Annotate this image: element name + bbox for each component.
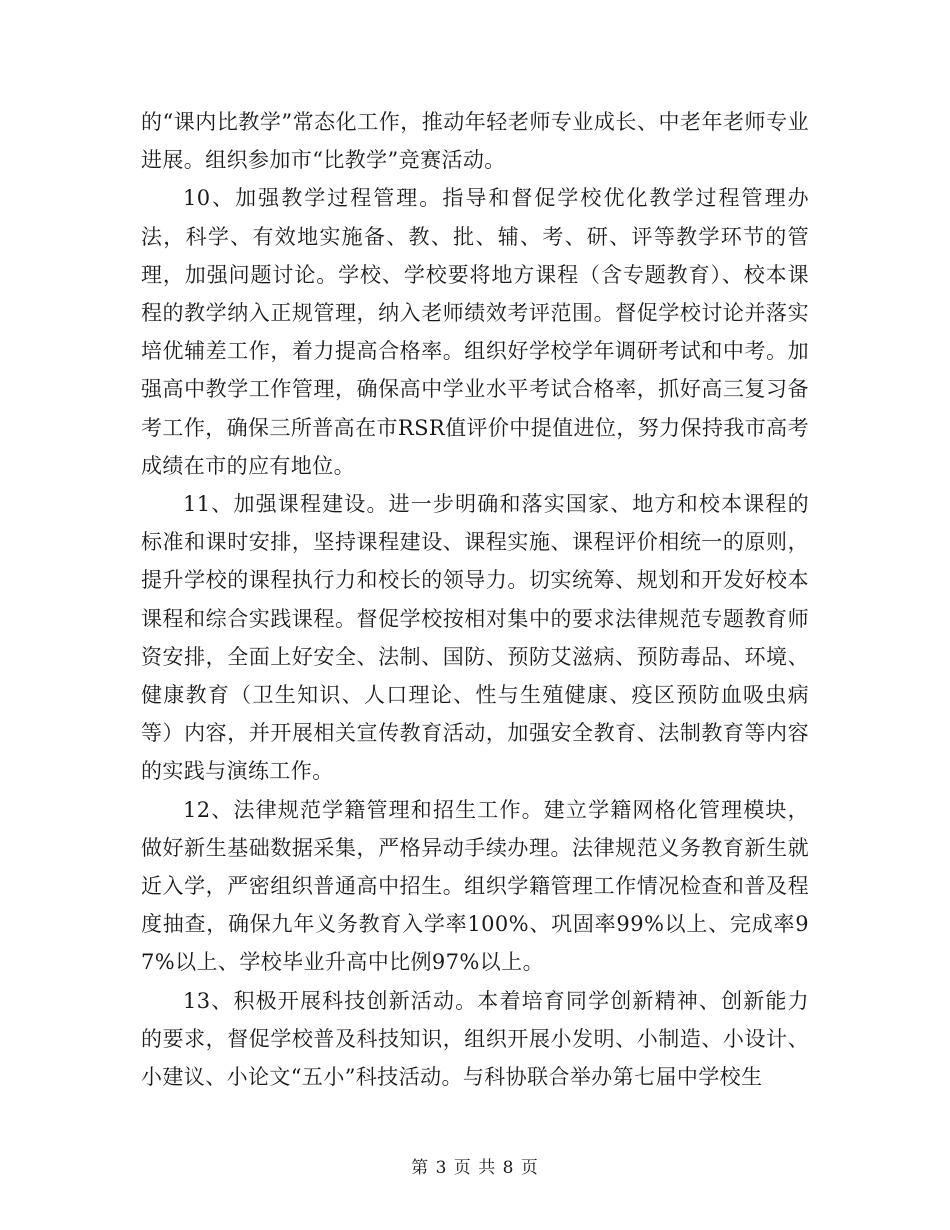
paragraph-item-12: 12、法律规范学籍管理和招生工作。建立学籍网格化管理模块，做好新生基础数据采集，严格异动手续办理。法律规范义务教育新生就近入学，严密组织普通高中招生。组织学籍管理工作情况检查和普及程度抽查，确保九年义务教育入学率100%、巩固率99%以上、完成率97%以上、学校毕业升高中比例97%以上。 — [141, 797, 809, 975]
page-footer: 第 3 页 共 8 页 — [411, 1158, 539, 1178]
paragraph-item-13: 13、积极开展科技创新活动。本着培育同学创新精神、创新能力的要求，督促学校普及科技知识，组织开展小发明、小制造、小设计、小建议、小论文“五小”科技活动。与科协联合举办第七届中学校生 — [141, 988, 809, 1090]
paragraph-continuation: 的“课内比教学”常态化工作，推动年轻老师专业成长、中老年老师专业进展。组织参加市“比教学”竞赛活动。 — [141, 110, 809, 173]
document-body — [141, 103, 809, 1096]
paragraph-item-11: 11、加强课程建设。进一步明确和落实国家、地方和校本课程的标准和课时安排，坚持课程建设、课程实施、课程评价相统一的原则，提升学校的课程执行力和校长的领导力。切实统筹、规划和开发好校本课程和综合实践课程。督促学校按相对集中的要求法律规范专题教育师资安排，全面上好安全、法制、国防、预防艾滋病、预防毒品、环境、健康教育（卫生知识、人口理论、性与生殖健康、疫区预防血吸虫病等）内容，并开展相关宣传教育活动，加强安全教育、法制教育等内容的实践与演练工作。 — [141, 492, 809, 784]
paragraph-item-10: 10、加强教学过程管理。指导和督促学校优化教学过程管理办法，科学、有效地实施备、教、批、辅、考、研、评等教学环节的管理，加强问题讨论。学校、学校要将地方课程（含专题教育）、校本课程的教学纳入正规管理，纳入老师绩效考评范围。督促学校讨论并落实培优辅差工作，着力提高合格率。组织好学校学年调研考试和中考。加强高中教学工作管理，确保高中学业水平考试合格率，抓好高三复习备考工作，确保三所普高在市RSR值评价中提值进位，努力保持我市高考成绩在市的应有地位。 — [141, 186, 809, 478]
